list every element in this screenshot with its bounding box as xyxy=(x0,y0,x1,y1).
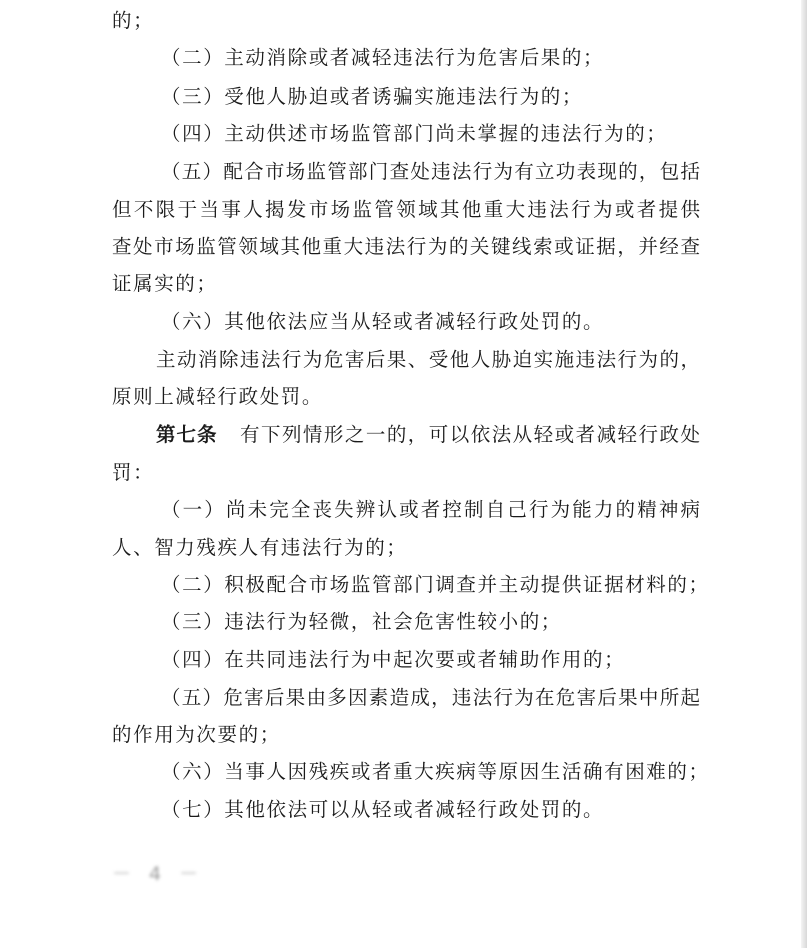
text-line: 原则上减轻行政处罚。 xyxy=(112,385,324,408)
list-item: （六）当事人因残疾或者重大疾病等原因生活确有困难的； xyxy=(161,760,710,783)
list-item: （一）尚未完全丧失辨认或者控制自己行为能力的精神病 xyxy=(161,498,700,521)
page-number: － 4 － xyxy=(112,863,205,885)
article-seven-heading-line xyxy=(156,423,218,447)
text-line: 证属实的； xyxy=(112,272,218,295)
list-item: （五）配合市场监管部门查处违法行为有立功表现的，包括 xyxy=(161,160,700,183)
text-line: 的； xyxy=(112,9,155,32)
text-line: 的作用为次要的； xyxy=(112,723,281,746)
list-item: （四）主动供述市场监管部门尚未掌握的违法行为的； xyxy=(161,122,668,145)
paragraph-line: 主动消除违法行为危害后果、受他人胁迫实施违法行为的， xyxy=(156,348,700,371)
list-item: （七）其他依法可以从轻或者减轻行政处罚的。 xyxy=(161,798,605,821)
article-seven-text: 有下列情形之一的，可以依法从轻或者减轻行政处 xyxy=(240,423,700,446)
text-line: 查处市场监管领域其他重大违法行为的关键线索或证据，并经查 xyxy=(112,235,700,258)
article-heading: 第七条 xyxy=(156,423,218,446)
text-line: 罚： xyxy=(112,461,155,484)
list-item: （四）在共同违法行为中起次要或者辅助作用的； xyxy=(161,648,626,671)
page-edge-shadow xyxy=(801,0,807,948)
text-line: 人、智力残疾人有违法行为的； xyxy=(112,536,408,559)
list-item: （三）受他人胁迫或者诱骗实施违法行为的； xyxy=(161,85,584,108)
list-item: （三）违法行为轻微，社会危害性较小的； xyxy=(161,610,562,633)
list-item: （六）其他依法应当从轻或者减轻行政处罚的。 xyxy=(161,310,605,333)
list-item: （二）主动消除或者减轻违法行为危害后果的； xyxy=(161,46,605,69)
text-line: 但不限于当事人揭发市场监管领域其他重大违法行为或者提供 xyxy=(112,198,700,221)
list-item: （二）积极配合市场监管部门调查并主动提供证据材料的； xyxy=(161,573,710,596)
list-item: （五）危害后果由多因素造成，违法行为在危害后果中所起 xyxy=(161,686,700,709)
